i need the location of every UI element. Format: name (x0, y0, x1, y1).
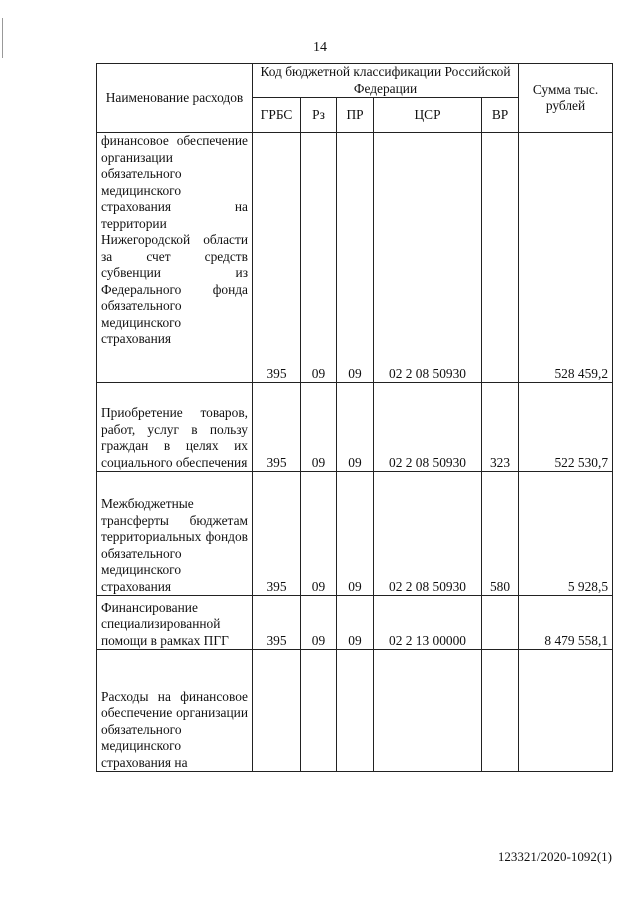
table-row (97, 383, 613, 472)
row-csr: 02 2 13 00000 (374, 596, 482, 650)
row-name: Межбюджетные трансферты бюджетам территориальных фондов обязательного медицинского страхования (97, 472, 253, 596)
row-vr: 323 (482, 383, 519, 472)
row-rz: 09 (301, 596, 337, 650)
header-csr: ЦСР (374, 98, 482, 133)
row-name: Расходы на финансовое обеспечение организации обязательного медицинского страхования на (97, 650, 253, 772)
row-pr (337, 650, 374, 772)
document-id: 123321/2020-1092(1) (497, 849, 612, 864)
row-rz: 09 (301, 383, 337, 472)
row-grbs (253, 650, 301, 772)
row-vr: 580 (482, 472, 519, 596)
row-rz: 09 (301, 133, 337, 383)
row-sum: 5 928,5 (519, 472, 613, 596)
row-sum (519, 650, 613, 772)
row-csr: 02 2 08 50930 (374, 133, 482, 383)
header-name: Наименование расходов (97, 64, 253, 133)
row-name: финансовое обеспечение организации обязательного медицинского страхования на территории Нижегородской области за счет средств субвенции из Федерального фонда обязательного медицинского страхования (97, 133, 253, 383)
row-name: Приобретение товаров, работ, услуг в пользу граждан в целях их социального обеспечения (97, 383, 253, 472)
row-grbs: 395 (253, 472, 301, 596)
row-pr: 09 (337, 133, 374, 383)
budget-table (96, 63, 613, 772)
table-row (97, 596, 613, 650)
row-rz: 09 (301, 472, 337, 596)
row-name: Финансирование специализированной помощи в рамках ПГГ (97, 596, 253, 650)
row-pr: 09 (337, 596, 374, 650)
row-sum: 522 530,7 (519, 383, 613, 472)
table-row (97, 133, 613, 383)
row-grbs: 395 (253, 133, 301, 383)
row-sum: 8 479 558,1 (519, 596, 613, 650)
table-row (97, 472, 613, 596)
row-csr (374, 650, 482, 772)
row-sum: 528 459,2 (519, 133, 613, 383)
row-grbs: 395 (253, 383, 301, 472)
header-grbs: ГРБС (253, 98, 301, 133)
row-grbs: 395 (253, 596, 301, 650)
row-pr: 09 (337, 383, 374, 472)
header-sum: Сумма тыс. рублей (519, 64, 613, 133)
page-number: 14 (313, 40, 327, 55)
table-row (97, 650, 613, 772)
row-vr (482, 596, 519, 650)
row-csr: 02 2 08 50930 (374, 472, 482, 596)
header-code-group: Код бюджетной классификации Российской Федерации (253, 64, 519, 98)
row-csr: 02 2 08 50930 (374, 383, 482, 472)
header-rz: Рз (301, 98, 337, 133)
header-pr: ПР (337, 98, 374, 133)
row-vr (482, 133, 519, 383)
row-rz (301, 650, 337, 772)
row-vr (482, 650, 519, 772)
row-pr: 09 (337, 472, 374, 596)
header-vr: ВР (482, 98, 519, 133)
